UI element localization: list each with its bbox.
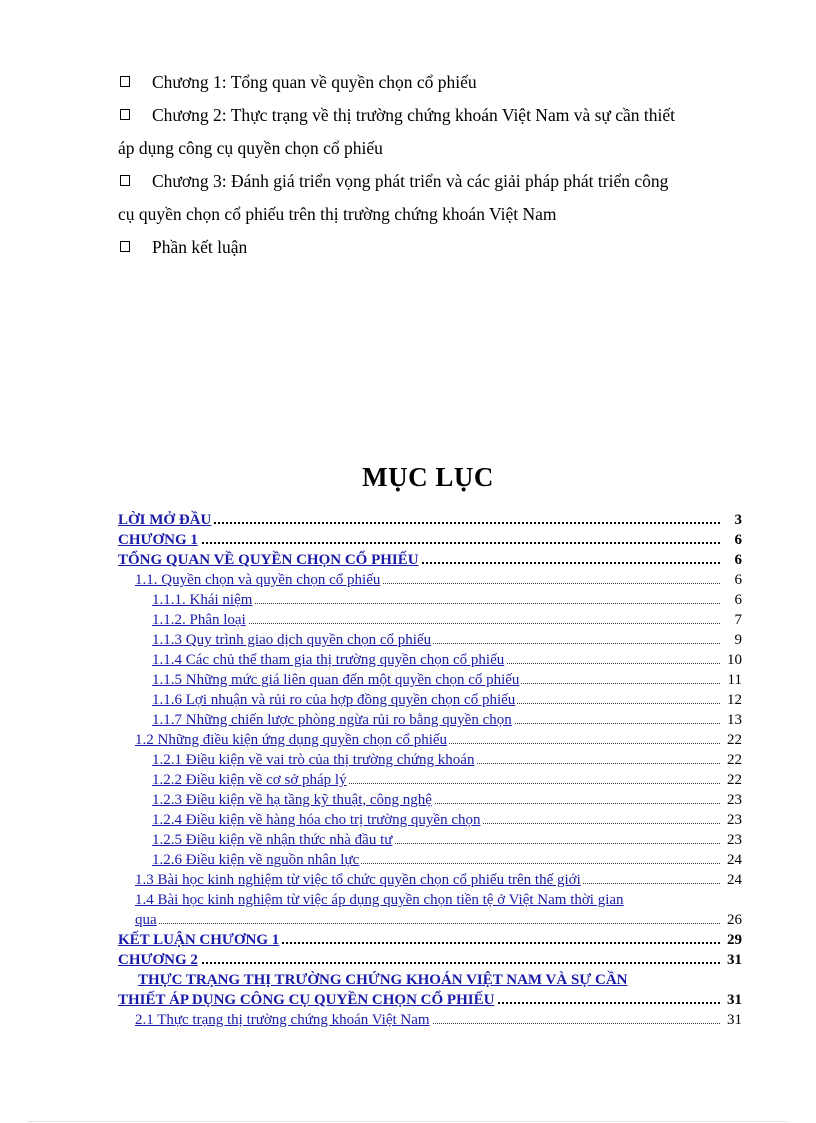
toc-entry-tong-quan[interactable]	[118, 550, 742, 570]
toc-page-number: 6	[724, 590, 742, 610]
toc-entry-1-1-5[interactable]	[118, 670, 742, 690]
bullet-box-icon	[120, 175, 130, 186]
toc-link[interactable]: LỜI MỞ ĐẦU	[118, 512, 212, 528]
toc-page-number: 6	[724, 570, 742, 590]
toc-entry-1-2-5[interactable]	[118, 830, 742, 850]
toc-page-number: 24	[723, 850, 742, 870]
toc-page-number: 26	[723, 910, 742, 930]
toc-page-number: 7	[724, 610, 742, 630]
toc-link[interactable]: 1.2.3 Điều kiện về hạ tầng kỹ thuật, công nghệ	[152, 792, 432, 808]
toc-entry-1-1-2[interactable]	[118, 610, 742, 630]
toc-entry-1-3[interactable]	[118, 870, 742, 890]
toc-link[interactable]: 1.1.5 Những mức giá liên quan đến một quyền chọn cổ phiếu	[152, 672, 520, 688]
toc-link[interactable]: 2.1 Thực trạng thị trường chứng khoán Việt Nam	[135, 1012, 430, 1028]
outline-text: Phần kết luận	[152, 237, 248, 257]
outline-text: Chương 3: Đánh giá triển vọng phát triển và các giải pháp phát triển công	[152, 171, 669, 191]
toc-entry-1-2-4[interactable]	[118, 810, 742, 830]
toc-entry-1-1-3[interactable]	[118, 630, 742, 650]
bullet-box-icon	[120, 241, 130, 252]
outline-text: Chương 1: Tổng quan về quyền chọn cổ phiếu	[152, 72, 477, 92]
toc-entry-chuong-1[interactable]	[118, 530, 742, 550]
toc-entry-chuong-2[interactable]	[118, 950, 742, 970]
toc-page-number: 23	[723, 830, 742, 850]
toc-page-number: 23	[723, 810, 742, 830]
toc-link[interactable]: KẾT LUẬN CHƯƠNG 1	[118, 932, 280, 948]
toc-page-number: 29	[723, 930, 742, 950]
toc-link[interactable]: qua	[135, 912, 157, 928]
toc-entry-1-1-4[interactable]	[118, 650, 742, 670]
toc-entry-1-1-6[interactable]	[118, 690, 742, 710]
toc-entry-1-4[interactable]	[118, 890, 742, 910]
outline-text-continuation: cụ quyền chọn cổ phiếu trên thị trường chứng khoán Việt Nam	[118, 204, 557, 224]
toc-entry-1-2-1[interactable]	[118, 750, 742, 770]
toc-page-number: 10	[723, 650, 742, 670]
toc-entry-ket-luan-chuong-1[interactable]	[118, 930, 742, 950]
toc-page-number: 11	[724, 670, 742, 690]
toc-page-number: 12	[723, 690, 742, 710]
toc-entry-2-1[interactable]	[118, 1010, 742, 1030]
toc-link[interactable]: 1.3 Bài học kinh nghiệm từ việc tổ chức quyền chọn cổ phiếu trên thế giới	[135, 872, 581, 888]
outline-item-ket-luan	[118, 231, 730, 264]
toc-link[interactable]: 1.1.2. Phân loại	[152, 612, 246, 628]
toc-entry-loi-mo-dau[interactable]	[118, 510, 742, 530]
toc-link[interactable]: 1.2.1 Điều kiện về vai trò của thị trường chứng khoán	[152, 752, 475, 768]
toc-page-number: 24	[723, 870, 742, 890]
toc-link[interactable]: 1.2.6 Điều kiện về nguồn nhân lực	[152, 852, 360, 868]
toc-link[interactable]: TỔNG QUAN VỀ QUYỀN CHỌN CỔ PHIẾU	[118, 552, 419, 568]
toc-link[interactable]: 1.1.6 Lợi nhuận và rủi ro của hợp đồng quyền chọn cổ phiếu	[152, 692, 516, 708]
outline-text-continuation: áp dụng công cụ quyền chọn cổ phiếu	[118, 138, 383, 158]
toc-page-number: 6	[724, 550, 742, 570]
bullet-box-icon	[120, 76, 130, 87]
toc-entry-1-1[interactable]	[118, 570, 742, 590]
toc-link[interactable]: 1.1.4 Các chủ thể tham gia thị trường quyền chọn cổ phiếu	[152, 652, 505, 668]
outline-item-chuong-2	[118, 99, 730, 165]
toc-entry-thuc-trang-cont[interactable]	[118, 990, 742, 1010]
toc-link[interactable]: 1.1. Quyền chọn và quyền chọn cổ phiếu	[135, 572, 381, 588]
toc-entry-1-2[interactable]	[118, 730, 742, 750]
toc-page-number: 9	[724, 630, 742, 650]
toc-link[interactable]: CHƯƠNG 2	[118, 952, 198, 968]
toc-page-number: 22	[723, 770, 742, 790]
toc-page-number: 23	[723, 790, 742, 810]
toc-page-number: 22	[723, 750, 742, 770]
toc-link[interactable]: THỰC TRẠNG THỊ TRƯỜNG CHỨNG KHOÁN VIỆT NAM VÀ SỰ CẦN	[138, 972, 628, 988]
toc-link[interactable]: 1.1.7 Những chiến lược phòng ngừa rủi ro bằng quyền chọn	[152, 712, 512, 728]
toc-page-number: 3	[724, 510, 742, 530]
toc-title: MỤC LỤC	[362, 462, 494, 492]
toc-page-number: 31	[723, 950, 742, 970]
toc-page-number: 31	[723, 1010, 742, 1030]
toc-page-number: 13	[723, 710, 742, 730]
toc-entry-1-2-6[interactable]	[118, 850, 742, 870]
outline-item-chuong-1	[118, 66, 730, 99]
toc-link[interactable]: 1.1.1. Khái niệm	[152, 592, 253, 608]
toc-link[interactable]: CHƯƠNG 1	[118, 532, 198, 548]
toc-entry-1-2-2[interactable]	[118, 770, 742, 790]
outline-text: Chương 2: Thực trạng về thị trường chứng khoán Việt Nam và sự cần thiết	[152, 105, 676, 125]
toc-entry-thuc-trang[interactable]	[118, 970, 742, 990]
bullet-box-icon	[120, 109, 130, 120]
toc-entry-1-1-1[interactable]	[118, 590, 742, 610]
toc-link[interactable]: 1.2 Những điều kiện ứng dụng quyền chọn cổ phiếu	[135, 732, 448, 748]
toc-link[interactable]: 1.2.4 Điều kiện về hàng hóa cho trị trường quyền chọn	[152, 812, 481, 828]
toc-entry-1-4-cont[interactable]	[118, 910, 742, 930]
page-bottom-rule	[28, 1121, 788, 1122]
toc-link[interactable]: 1.4 Bài học kinh nghiệm từ việc áp dụng quyền chọn tiền tệ ở Việt Nam thời gian	[135, 892, 624, 908]
toc-link[interactable]: 1.1.3 Quy trình giao dịch quyền chọn cổ phiếu	[152, 632, 432, 648]
toc-page-number: 31	[723, 990, 742, 1010]
table-of-contents	[118, 510, 742, 1030]
toc-link[interactable]: THIẾT ÁP DỤNG CÔNG CỤ QUYỀN CHỌN CỔ PHIẾU	[118, 992, 495, 1008]
toc-page-number: 22	[723, 730, 742, 750]
toc-entry-1-2-3[interactable]	[118, 790, 742, 810]
outline-item-chuong-3	[118, 165, 730, 231]
toc-link[interactable]: 1.2.5 Điều kiện về nhận thức nhà đầu tư	[152, 832, 393, 848]
toc-entry-1-1-7[interactable]	[118, 710, 742, 730]
chapter-outline	[118, 66, 730, 264]
toc-page-number: 6	[724, 530, 742, 550]
toc-link[interactable]: 1.2.2 Điều kiện về cơ sở pháp lý	[152, 772, 347, 788]
